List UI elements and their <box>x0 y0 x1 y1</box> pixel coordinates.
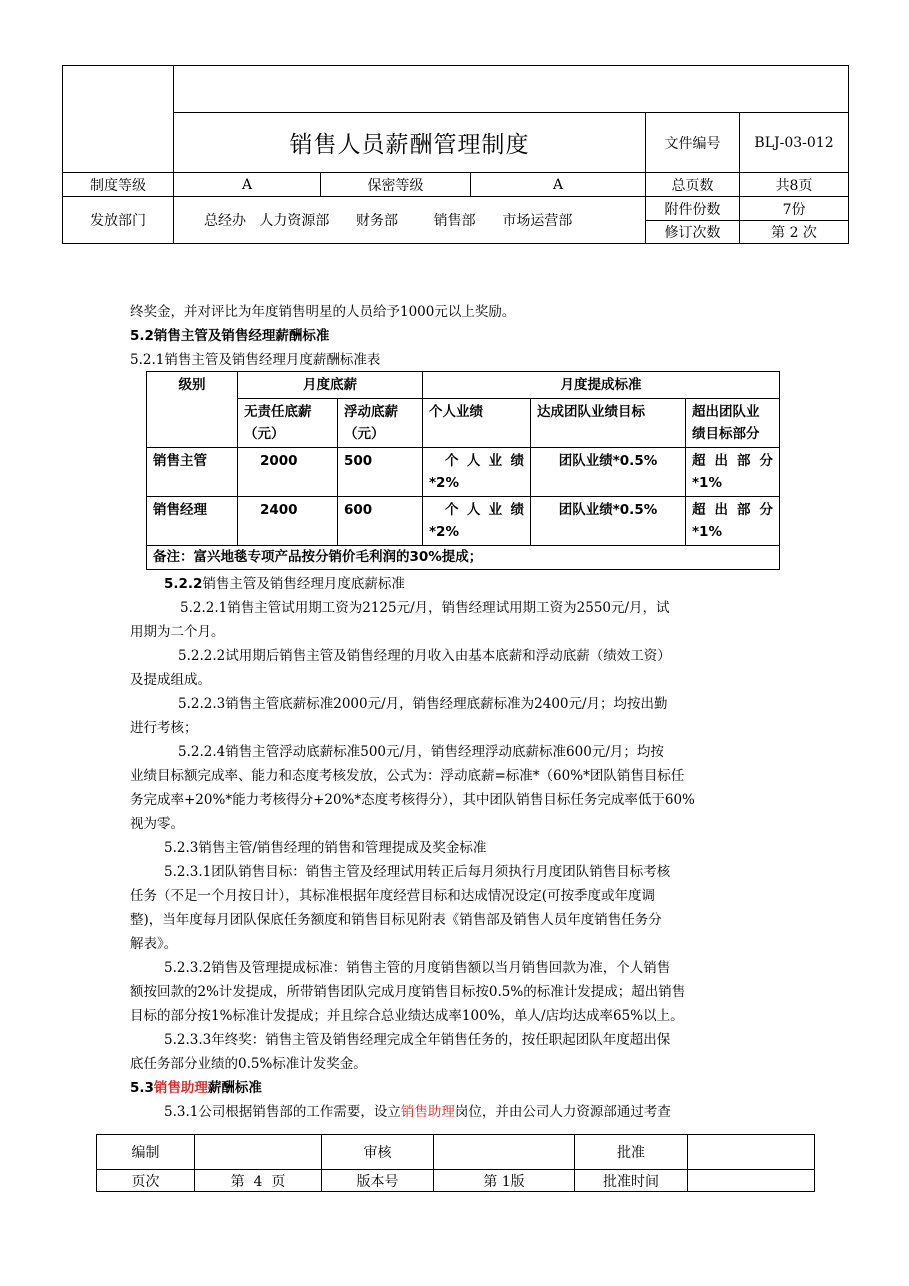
row-exceed <box>686 448 780 497</box>
para-5-2-3-3-line2: 底任务部分业绩的0.5%标准计发奖金。 <box>130 1056 367 1072</box>
row-float: 600 <box>338 497 423 546</box>
table-note: 备注：富兴地毯专项产品按分销价毛利润的30%提成； <box>147 546 780 570</box>
row-personal-line2: *2% <box>429 475 459 491</box>
dist-value: 总经办 人力资源部 财务部 销售部 市场运营部 <box>174 197 646 244</box>
para-5-2-2-2-line1: 5.2.2.2试用期后销售主管及销售经理的月收入由基本底薪和浮动底薪（绩效工资） <box>178 648 671 664</box>
row-team: 团队业绩*0.5% <box>531 497 686 546</box>
section-5-2-2-heading <box>164 574 405 594</box>
section-5-2-1-heading: 5.2.1销售主管及销售经理月度薪酬标准表 <box>130 352 381 368</box>
doc-no-value: BLJ-03-012 <box>740 113 849 173</box>
para-5-2-3-1-line1: 5.2.3.1团队销售目标：销售主管及经理试用转正后每月须执行月度团队销售目标考核 <box>164 864 671 880</box>
section-5-2-heading: 5.2销售主管及销售经理薪酬标准 <box>130 328 330 344</box>
version-label: 版本号 <box>322 1170 434 1192</box>
col-commission-header: 月度提成标准 <box>423 372 780 399</box>
table-row <box>147 448 780 497</box>
sub-fixed-header <box>238 399 338 448</box>
salary-table <box>146 371 780 570</box>
row-level: 销售经理 <box>147 497 238 546</box>
attach-value: 7份 <box>740 197 849 221</box>
secret-label: 保密等级 <box>321 173 471 197</box>
section-5-2-2-number: 5.2.2 <box>164 576 203 592</box>
row-fixed: 2400 <box>238 497 338 546</box>
col-base-header: 月度底薪 <box>238 372 423 399</box>
document-title: 销售人员薪酬管理制度 <box>174 113 646 173</box>
logo-cell <box>63 66 174 173</box>
revision-label: 修订次数 <box>646 221 740 244</box>
sub-fixed-line2: （元） <box>244 426 285 442</box>
section-5-3-number: 5.3 <box>130 1080 154 1096</box>
para-5-2-3-1-line4: 解表》。 <box>130 936 178 952</box>
row-personal <box>423 448 531 497</box>
sub-team-header: 达成团队业绩目标 <box>531 399 686 448</box>
row-personal-line1: 个人业绩 <box>445 453 524 469</box>
para-5-2-2-3-line1: 5.2.2.3销售主管底薪标准2000元/月，销售经理底薪标准为2400元/月；均按出勤 <box>178 696 668 712</box>
para-5-2-2-1-line2: 用期为二个月。 <box>130 624 225 640</box>
secret-value: A <box>471 173 646 197</box>
row-fixed: 2000 <box>238 448 338 497</box>
approve-label: 批准 <box>575 1135 688 1170</box>
section-5-2-2-text: 销售主管及销售经理月度底薪标准 <box>202 576 405 592</box>
review-label: 审核 <box>322 1135 434 1170</box>
row-exceed-line2: *1% <box>692 524 722 540</box>
para-5-2-2-1-line1: 5.2.2.1销售主管试用期工资为2125元/月，销售经理试用期工资为2550元/月，试 <box>180 600 670 616</box>
pages-label: 总页数 <box>646 173 740 197</box>
col-level-header: 级别 <box>147 372 238 448</box>
review-value <box>434 1135 575 1170</box>
row-exceed-line2: *1% <box>692 475 722 491</box>
para-5-2-3-1-line2: 任务（不足一个月按日计），其标准根据年度经营目标和达成情况设定(可按季度或年度调 <box>130 888 656 904</box>
attach-label: 附件份数 <box>646 197 740 221</box>
row-float: 500 <box>338 448 423 497</box>
compile-label: 编制 <box>97 1135 195 1170</box>
para-5-2-2-4-line4: 视为零。 <box>130 816 184 832</box>
row-level: 销售主管 <box>147 448 238 497</box>
sub-float-line2: （元） <box>344 426 385 442</box>
row-exceed-line1: 超出部分 <box>692 502 774 518</box>
row-team: 团队业绩*0.5% <box>531 448 686 497</box>
row-exceed-line1: 超出部分 <box>692 453 774 469</box>
sub-float-line1: 浮动底薪 <box>344 404 398 420</box>
section-5-3-text: 薪酬标准 <box>207 1080 262 1096</box>
page-label: 页次 <box>97 1170 195 1192</box>
para-5-2-2-4-line1: 5.2.2.4销售主管浮动底薪标准500元/月，销售经理浮动底薪标准600元/月；均按 <box>178 744 664 760</box>
approve-value <box>688 1135 815 1170</box>
approve-time-label: 批准时间 <box>575 1170 688 1192</box>
para-5-2-3-1-line3: 整)，当年度每月团队保底任务额度和销售目标见附表《销售部及销售人员年度销售任务分 <box>130 912 662 928</box>
row-exceed <box>686 497 780 546</box>
para-5-3-1-pre: 5.3.1公司根据销售部的工作需要，设立 <box>164 1104 401 1120</box>
sub-exceed-line1: 超出团队业 <box>692 404 760 420</box>
page-value: 第 4 页 <box>195 1170 322 1192</box>
footer-table <box>96 1134 815 1192</box>
para-5-2-2-4-line3: 务完成率+20%*能力考核得分+20%*态度考核得分），其中团队销售目标任务完成率低于60% <box>130 792 695 808</box>
compile-value <box>195 1135 322 1170</box>
para-5-2-3-2-line1: 5.2.3.2销售及管理提成标准：销售主管的月度销售额以当月销售回款为准，个人销售 <box>164 960 671 976</box>
row-personal <box>423 497 531 546</box>
sub-exceed-header <box>686 399 780 448</box>
row-personal-line2: *2% <box>429 524 459 540</box>
approve-time-value <box>688 1170 815 1192</box>
para-5-2-3-2-line2: 额按回款的2%计发提成，所带销售团队完成月度销售目标按0.5%的标准计发提成；超出销售 <box>130 984 686 1000</box>
section-5-3-highlight: 销售助理 <box>153 1080 208 1096</box>
section-5-3-heading <box>130 1078 262 1098</box>
para-5-3-1-line1 <box>164 1102 671 1122</box>
sub-fixed-line1: 无责任底薪 <box>244 404 312 420</box>
para-5-2-3-2-line3: 目标的部分按1%标准计发提成；并且综合总业绩达成率100%，单人/店均达成率65%以上。 <box>130 1008 684 1024</box>
para-5-2-2-4-line2: 业绩目标额完成率、能力和态度考核发放，公式为：浮动底薪=标准*（60%*团队销售目标任 <box>130 768 685 784</box>
level-label: 制度等级 <box>63 173 174 197</box>
version-value: 第 1版 <box>434 1170 575 1192</box>
header-table <box>62 65 849 244</box>
row-personal-line1: 个人业绩 <box>445 502 524 518</box>
dist-label: 发放部门 <box>63 197 174 244</box>
para-year-end-award: 终奖金，并对评比为年度销售明星的人员给予1000元以上奖励。 <box>130 304 516 320</box>
para-5-2-2-2-line2: 及提成组成。 <box>130 672 211 688</box>
para-5-2-2-3-line2: 进行考核； <box>130 720 198 736</box>
para-5-2-3-3-line1: 5.2.3.3年终奖：销售主管及销售经理完成全年销售任务的，按任职起团队年度超出保 <box>164 1032 671 1048</box>
section-5-2-3-heading: 5.2.3销售主管/销售经理的销售和管理提成及奖金标准 <box>164 840 487 856</box>
header-blank-cell <box>174 66 849 113</box>
sub-exceed-line2: 绩目标部分 <box>692 426 760 442</box>
revision-value: 第 2 次 <box>740 221 849 244</box>
table-row <box>147 497 780 546</box>
para-5-3-1-highlight: 销售助理 <box>400 1104 455 1120</box>
para-5-3-1-post: 岗位，并由公司人力资源部通过考查 <box>454 1104 671 1120</box>
pages-value: 共8页 <box>740 173 849 197</box>
sub-personal-header: 个人业绩 <box>423 399 531 448</box>
level-value: A <box>174 173 321 197</box>
sub-float-header <box>338 399 423 448</box>
doc-no-label: 文件编号 <box>646 113 740 173</box>
